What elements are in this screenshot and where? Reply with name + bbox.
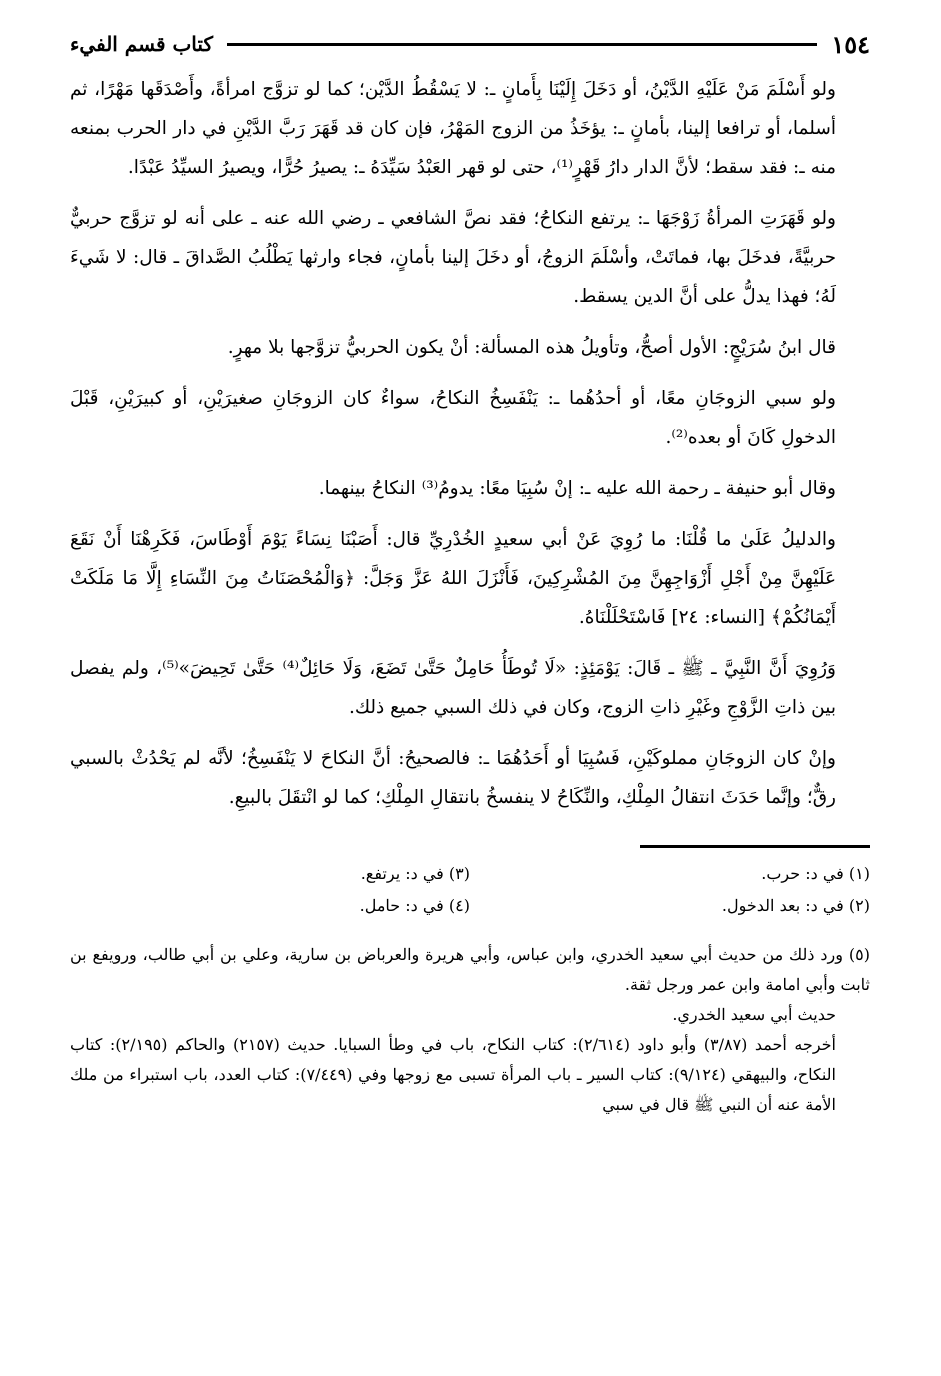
footnote-2: (٢) في د: بعد الدخول.: [721, 896, 870, 915]
footnote-5: [70, 940, 870, 1120]
paragraph: قال ابنُ سُرَيْجٍ: الأول أصحُّ، وتأويلُ هذه المسألة: أنْ يكون الحربيُّ تزوَّجها بلا مهرٍ.: [227, 337, 836, 358]
footnote-separator: [640, 845, 870, 848]
page-header: [70, 24, 870, 64]
footnote-5-intro: (٥) ورد ذلك من حديث أبي سعيد الخدري، وابن عباس، وأبي هريرة والعرباض بن سارية، وعلي بن أبي طالب، ورويفع بن ثابت وأبي امامة وابن عمر ورجل ثقة.: [70, 945, 870, 994]
paragraph: وقال أبو حنيفة ـ رحمة الله عليه ـ: إنْ سُبِيَا معًا: يدومُ⁽³⁾ النكاحُ بينهما.: [318, 478, 836, 499]
short-footnotes: [70, 860, 870, 920]
page-number: ١٥٤: [831, 29, 870, 59]
footnote-5-detail: أخرجه أحمد (٣/٨٧) وأبو داود (٢/٦١٤): كتاب النكاح، باب في وطأ السبايا. حديث (٢١٥٧) والحاكم (٢/١٩٥): كتاب النكاح، والبيهقي (٩/١٢٤): كتاب السير ـ باب المرأة تسبى مع زوجها وفي (٧/٤٤٩): كتاب العدد، باب استبراء من ملك الأمة عنه أن النبي ﷺ قال في سبي: [70, 1035, 836, 1114]
paragraph: وإنْ كان الزوجَانِ مملوكَيْنِ، فَسُبِيَا أو أَحَدُهُمَا ـ: فالصحيحُ: أنَّ النكاحَ لا يَنْفَسِخُ؛ لأنَّه لم يَحْدُثْ بالسبي رقٌّ؛ وإنَّما حَدَثَ انتقالُ المِلْكِ، والنِّكَاحُ لا ينفسخُ بانتقالِ المِلْكِ؛ كما لو انْتقَلَ بالبيعِ.: [70, 748, 836, 808]
footnote-1: (١) في د: حرب.: [761, 864, 870, 883]
paragraph: ولو أَسْلَمَ مَنْ عَلَيْهِ الدَّيْنُ، أو دَخَلَ إِلَيْنَا بِأَمانٍ ـ: لا يَسْقُطُ الدَّيْن؛ كما لو تزوَّج امرأةً، وأَصْدَقَها مَهْرًا، ثم أسلما، أو ترافعا إلينا، بأمانٍ ـ: يؤخَذُ من الزوج المَهْرُ، فإن كان قد قَهَرَ رَبَّ الدَّيْنِ في دار الحرب بمنعه منه ـ: فقد سقط؛ لأنَّ الدار دارُ قَهْرٍ⁽¹⁾، حتى لو قهر العَبْدُ سَيِّدَهُ ـ: يصيرُ حُرًّا، ويصيرُ السيِّدُ عَبْدًا.: [70, 79, 836, 178]
footnote-3: (٣) في د: يرتفع.: [360, 864, 470, 883]
paragraph: والدليلُ عَلَىٰ ما قُلْنَا: ما رُوِيَ عَنْ أبي سعيدٍ الخُدْرِيِّ قال: أَصَبْنَا نِسَاءً يَوْمَ أَوْطَاسَ، فَكَرِهْنَا أَنْ نَقَعَ عَلَيْهِنَّ مِنْ أَجْلِ أَزْوَاجِهِنَّ مِنَ المُشْرِكِينَ، فَأَنْزَلَ اللهُ عَزَّ وَجَلَّ: ﴿وَالْمُحْصَنَاتُ مِنَ النِّسَاءِ إِلَّا مَا مَلَكَتْ أَيْمَانُكُمْ﴾ [النساء: ٢٤] فَاسْتَحْلَلْنَاهُ.: [70, 529, 836, 628]
footnote-5-subheading: حديث أبي سعيد الخدري.: [672, 1005, 836, 1024]
book-page: [70, 24, 870, 1120]
paragraph: ولو قَهَرَتِ المرأةُ زَوْجَهَا ـ: يرتفع النكاحُ؛ فقد نصَّ الشافعي ـ رضي الله عنه ـ على أنه لو تزوَّج حربيٌّ حربيَّةً، فدخَلَ بها، فماتَتْ، وأسْلَمَ الزوجُ، أو دخَلَ إلينا بأمانٍ، فجاء وارثها يَطْلُبُ الصَّداقَ ـ قال: لا شَيءَ لَهُ؛ فهذا يدلُّ على أنَّ الدين يسقط.: [70, 208, 836, 307]
paragraph: ولو سبي الزوجَانِ معًا، أو أحدُهُما ـ: يَنْفَسِخُ النكاحُ، سواءٌ كان الزوجَانِ صغيرَيْنِ، أو كبيرَيْنِ، قَبْلَ الدخولِ كَانَ أو بعده⁽²⁾.: [70, 388, 836, 448]
main-text: [70, 70, 870, 817]
running-title: كتاب قسم الفيء: [70, 32, 213, 56]
header-rule: [227, 43, 817, 46]
paragraph: وَرُوِيَ أَنَّ النَّبِيَّ ـ ﷺ ـ قَالَ: يَوْمَئِذٍ: «لَا تُوطَأُ حَامِلٌ حَتَّىٰ تَضَعَ، وَلَا حَائِلٌ⁽⁴⁾ حَتَّىٰ تَحِيضَ»⁽⁵⁾، ولم يفصل بين ذاتِ الزَّوْجِ وغَيْرِ ذاتِ الزوج، وكان في ذلك السبي جميع ذلك.: [70, 658, 836, 718]
footnote-4: (٤) في د: حامل.: [359, 896, 470, 915]
